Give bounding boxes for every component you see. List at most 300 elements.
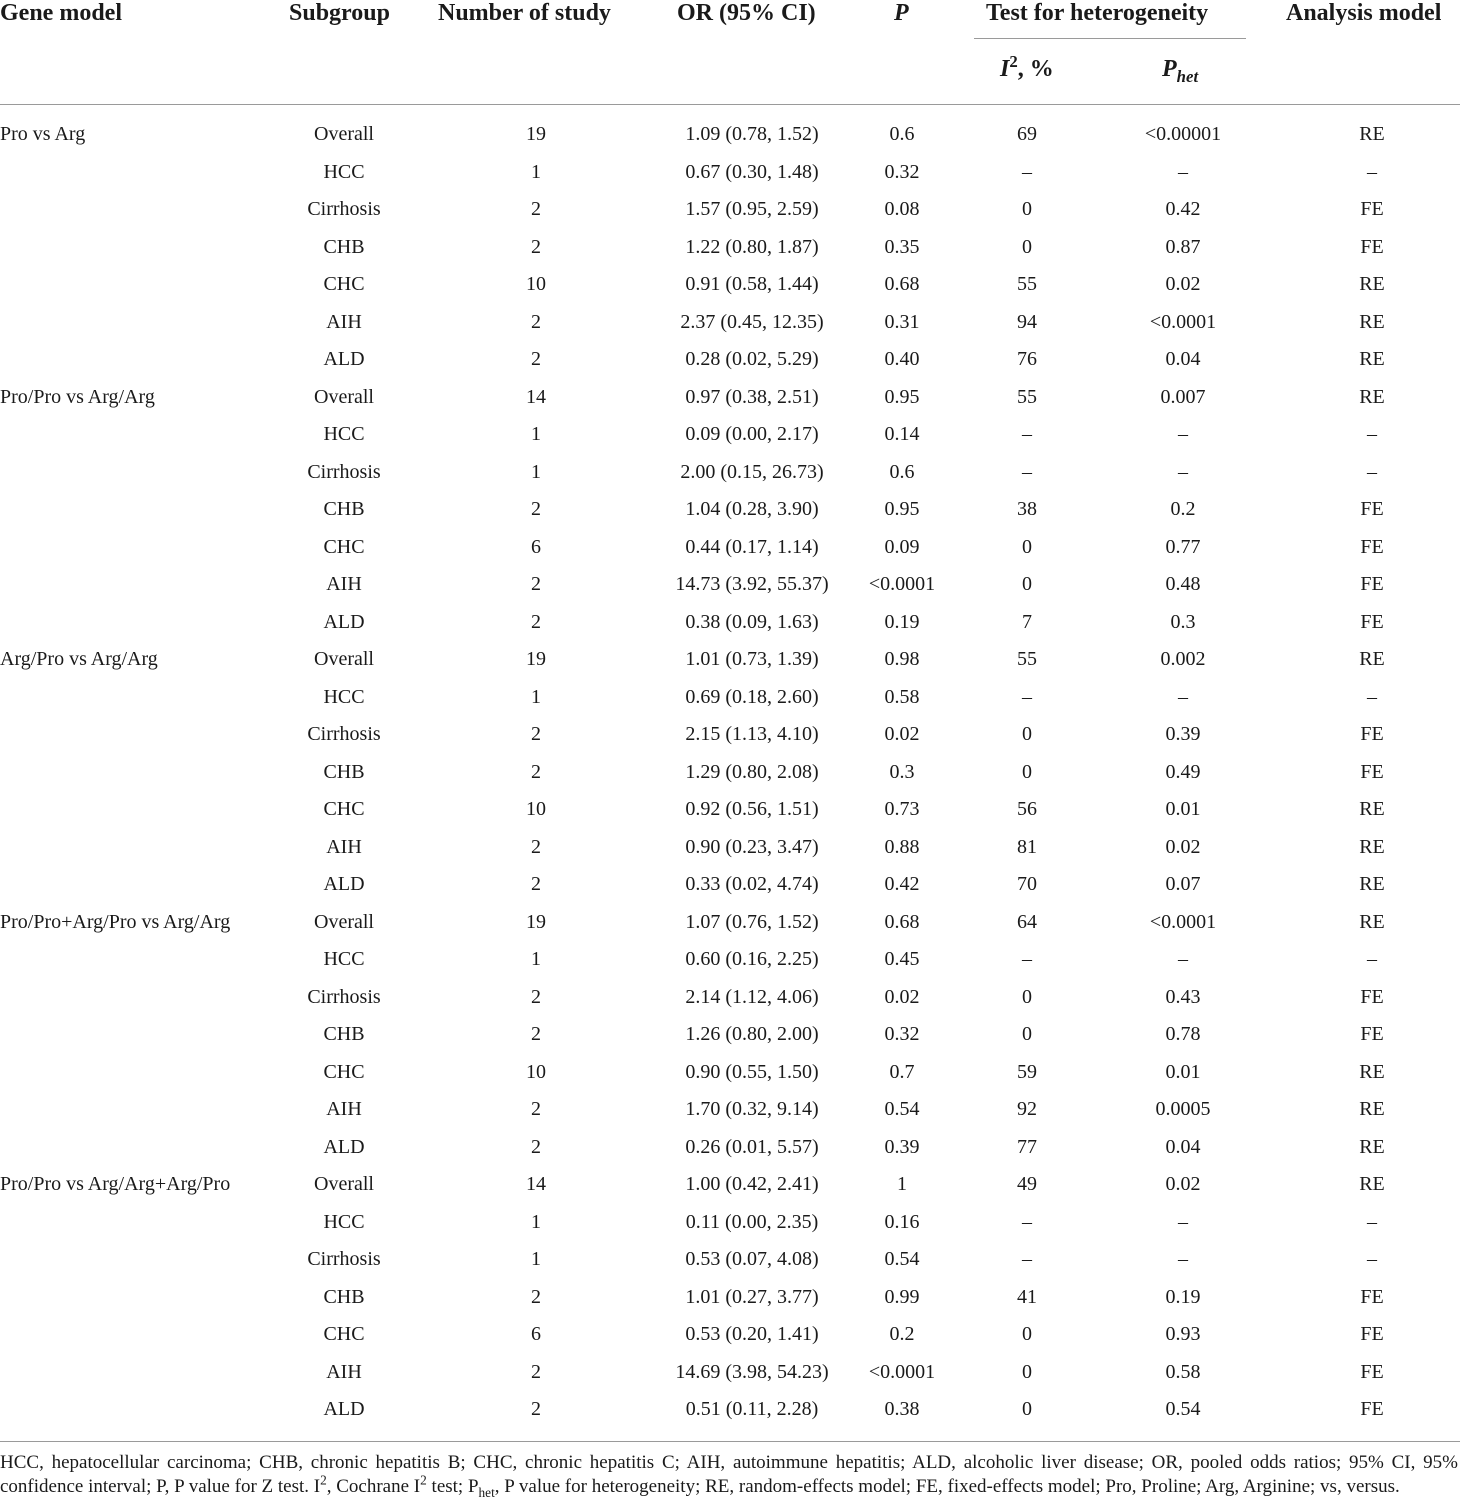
phet-cell: – <box>1178 460 1188 483</box>
subgroup-cell: CHC <box>323 535 365 558</box>
i2-cell: 92 <box>1017 1098 1037 1120</box>
i2-cell: – <box>1022 460 1032 483</box>
table-row <box>0 606 1460 644</box>
table-row <box>0 681 1460 719</box>
or-ci-cell: 0.53 (0.20, 1.41) <box>685 1323 819 1345</box>
analysis-model-cell: RE <box>1359 1060 1385 1083</box>
subgroup-cell: Cirrhosis <box>307 985 381 1008</box>
p-value-cell: 0.08 <box>884 198 920 220</box>
subgroup-cell: Cirrhosis <box>307 723 381 745</box>
analysis-model-cell: FE <box>1360 1360 1384 1383</box>
or-ci-cell: 2.37 (0.45, 12.35) <box>680 310 824 333</box>
p-value-cell: <0.0001 <box>868 1360 936 1383</box>
number-of-study-cell: 14 <box>526 1173 546 1195</box>
p-value-cell: 0.99 <box>884 1285 920 1308</box>
phet-cell: 0.19 <box>1165 1285 1201 1308</box>
subgroup-cell: AIH <box>326 835 362 858</box>
phet-cell: <0.0001 <box>1149 310 1217 333</box>
number-of-study-cell: 10 <box>526 273 546 295</box>
subgroup-cell: CHB <box>323 1023 365 1045</box>
footnote-part2: , Cochrane I <box>326 1476 421 1497</box>
subgroup-cell: HCC <box>323 423 365 445</box>
subgroup-cell: Overall <box>314 910 374 933</box>
number-of-study-cell: 2 <box>531 198 541 220</box>
i2-cell: 38 <box>1017 498 1037 520</box>
analysis-model-cell: RE <box>1359 873 1385 895</box>
table-row <box>0 268 1460 306</box>
p-value-cell: 0.7 <box>889 1060 915 1083</box>
number-of-study-cell: 6 <box>531 535 541 558</box>
p-value-cell: 0.68 <box>884 273 920 295</box>
subgroup-cell: Overall <box>314 1173 374 1195</box>
number-of-study-cell: 1 <box>531 160 541 183</box>
phet-cell: 0.007 <box>1160 385 1206 408</box>
analysis-model-cell: FE <box>1360 760 1384 783</box>
gene-model-cell: Pro/Pro+Arg/Pro vs Arg/Arg <box>0 910 231 933</box>
or-ci-cell: 1.70 (0.32, 9.14) <box>685 1098 819 1120</box>
or-ci-cell: 1.07 (0.76, 1.52) <box>685 910 819 933</box>
p-value-cell: 0.38 <box>884 1398 920 1420</box>
number-of-study-cell: 19 <box>526 123 546 145</box>
i2-cell: 76 <box>1017 348 1037 370</box>
i2-cell: 55 <box>1017 273 1037 295</box>
analysis-model-cell: – <box>1367 1248 1377 1270</box>
phet-cell: – <box>1178 160 1188 183</box>
subgroup-cell: CHB <box>323 498 365 520</box>
i2-cell: 70 <box>1017 873 1037 895</box>
i2-cell: – <box>1022 1210 1032 1233</box>
table-row <box>0 418 1460 456</box>
phet-cell: <0.0001 <box>1149 910 1217 933</box>
phet-cell: – <box>1178 685 1188 708</box>
footnote-sub1: het <box>478 1484 495 1500</box>
number-of-study-cell: 1 <box>531 460 541 483</box>
number-of-study-cell: 1 <box>531 1210 541 1233</box>
subgroup-cell: CHC <box>323 273 365 295</box>
header-p-text: P <box>894 0 909 26</box>
i2-cell: 56 <box>1017 798 1037 820</box>
analysis-model-cell: – <box>1367 1210 1377 1233</box>
table-row <box>0 1281 1460 1319</box>
number-of-study-cell: 10 <box>526 1060 546 1083</box>
table-row <box>0 943 1460 981</box>
number-of-study-cell: 1 <box>531 948 541 970</box>
table-row <box>0 493 1460 531</box>
i2-cell: 64 <box>1017 910 1037 933</box>
p-value-cell: 0.2 <box>889 1323 915 1345</box>
table-row <box>0 231 1460 269</box>
table-row <box>0 643 1460 681</box>
header-i2-suffix: , % <box>1017 56 1054 82</box>
p-value-cell: 0.95 <box>884 385 920 408</box>
footnote-sup2: 2 <box>420 1472 427 1488</box>
p-value-cell: 0.32 <box>884 1023 920 1045</box>
or-ci-cell: 1.09 (0.78, 1.52) <box>685 123 819 145</box>
or-ci-cell: 0.33 (0.02, 4.74) <box>685 873 819 895</box>
table-row <box>0 568 1460 606</box>
table-row <box>0 343 1460 381</box>
or-ci-cell: 1.26 (0.80, 2.00) <box>685 1023 819 1045</box>
or-ci-cell: 1.00 (0.42, 2.41) <box>685 1173 819 1195</box>
number-of-study-cell: 1 <box>531 685 541 708</box>
p-value-cell: 0.39 <box>884 1135 920 1158</box>
phet-cell: 0.54 <box>1165 1398 1201 1420</box>
subgroup-cell: CHC <box>323 1060 365 1083</box>
p-value-cell: 0.16 <box>884 1210 920 1233</box>
header-subgroup: Subgroup <box>289 0 390 26</box>
number-of-study-cell: 1 <box>531 423 541 445</box>
or-ci-cell: 0.90 (0.55, 1.50) <box>685 1060 819 1083</box>
analysis-model-cell: FE <box>1360 1398 1384 1420</box>
or-ci-cell: 1.01 (0.73, 1.39) <box>685 648 819 670</box>
subgroup-cell: Overall <box>314 123 374 145</box>
i2-cell: 0 <box>1022 985 1032 1008</box>
analysis-model-cell: FE <box>1360 535 1384 558</box>
phet-cell: 0.3 <box>1170 610 1196 633</box>
i2-cell: 0 <box>1022 1360 1032 1383</box>
number-of-study-cell: 2 <box>531 498 541 520</box>
i2-cell: 0 <box>1022 235 1032 258</box>
table-row <box>0 118 1460 156</box>
number-of-study-cell: 10 <box>526 798 546 820</box>
p-value-cell: 0.68 <box>884 910 920 933</box>
number-of-study-cell: 2 <box>531 310 541 333</box>
or-ci-cell: 14.69 (3.98, 54.23) <box>675 1360 829 1383</box>
header-i2-base: I <box>1000 56 1010 82</box>
number-of-study-cell: 2 <box>531 235 541 258</box>
analysis-model-cell: RE <box>1359 1173 1385 1195</box>
i2-cell: 59 <box>1017 1060 1037 1083</box>
subgroup-cell: AIH <box>326 310 362 333</box>
p-value-cell: 0.42 <box>884 873 920 895</box>
gene-model-cell: Pro vs Arg <box>0 123 86 145</box>
table-row <box>0 1318 1460 1356</box>
p-value-cell: 0.6 <box>889 460 915 483</box>
or-ci-cell: 0.90 (0.23, 3.47) <box>685 835 819 858</box>
subgroup-cell: ALD <box>323 1135 365 1158</box>
header-phet-base: P <box>1162 56 1177 82</box>
subgroup-cell: CHB <box>323 1285 365 1308</box>
phet-cell: – <box>1178 423 1188 445</box>
analysis-model-cell: FE <box>1360 610 1384 633</box>
p-value-cell: 0.32 <box>884 160 920 183</box>
header-phet <box>1162 56 1199 86</box>
or-ci-cell: 2.14 (1.12, 4.06) <box>685 985 819 1008</box>
subgroup-cell: HCC <box>323 160 365 183</box>
number-of-study-cell: 2 <box>531 873 541 895</box>
analysis-model-cell: RE <box>1359 1098 1385 1120</box>
analysis-model-cell: – <box>1367 460 1377 483</box>
p-value-cell: 0.09 <box>884 535 920 558</box>
or-ci-cell: 0.51 (0.11, 2.28) <box>685 1398 819 1420</box>
phet-cell: 0.42 <box>1165 198 1201 220</box>
gene-model-cell: Arg/Pro vs Arg/Arg <box>0 648 158 670</box>
p-value-cell: 0.02 <box>884 985 920 1008</box>
footnote-part1: HCC, hepatocellular carcinoma; CHB, chronic hepatitis B; CHC, chronic hepatitis C; AIH, autoimmune hepatitis; ALD, alcoholic liver disease; OR, pooled odds ratios; 95% CI, 95% confidence interval; P, P value for Z test. I <box>0 1452 1458 1497</box>
or-ci-cell: 0.91 (0.58, 1.44) <box>685 273 819 295</box>
header-number-of-study: Number of study <box>438 0 611 26</box>
phet-cell: 0.43 <box>1165 985 1201 1008</box>
i2-cell: 0 <box>1022 535 1032 558</box>
table-row <box>0 1093 1460 1131</box>
i2-cell: 81 <box>1017 835 1037 858</box>
table-bottom-rule <box>0 1441 1460 1442</box>
table-row <box>0 193 1460 231</box>
or-ci-cell: 0.53 (0.07, 4.08) <box>685 1248 819 1270</box>
or-ci-cell: 0.97 (0.38, 2.51) <box>685 385 819 408</box>
header-i2 <box>1000 52 1054 82</box>
analysis-model-cell: RE <box>1359 123 1385 145</box>
analysis-model-cell: RE <box>1359 310 1385 333</box>
header-analysis-model: Analysis model <box>1286 0 1442 26</box>
or-ci-cell: 0.28 (0.02, 5.29) <box>685 348 819 370</box>
subgroup-cell: Overall <box>314 648 374 670</box>
i2-cell: – <box>1022 160 1032 183</box>
table-row <box>0 1131 1460 1169</box>
phet-cell: 0.04 <box>1165 1135 1201 1158</box>
number-of-study-cell: 2 <box>531 1023 541 1045</box>
table-row <box>0 1018 1460 1056</box>
header-gene-model: Gene model <box>0 0 122 26</box>
i2-cell: 7 <box>1022 610 1032 633</box>
subgroup-cell: Cirrhosis <box>307 460 381 483</box>
phet-cell: 0.002 <box>1160 648 1206 670</box>
table-row <box>0 981 1460 1019</box>
p-value-cell: 0.54 <box>884 1098 920 1120</box>
table-row <box>0 1056 1460 1094</box>
table-row <box>0 1168 1460 1206</box>
header-or-ci: OR (95% CI) <box>677 0 816 26</box>
i2-cell: – <box>1022 948 1032 970</box>
or-ci-cell: 1.57 (0.95, 2.59) <box>685 198 819 220</box>
analysis-model-cell: – <box>1367 160 1377 183</box>
analysis-model-cell: – <box>1367 685 1377 708</box>
phet-cell: – <box>1178 1210 1188 1233</box>
or-ci-cell: 0.69 (0.18, 2.60) <box>685 685 819 708</box>
table-row <box>0 1243 1460 1281</box>
subgroup-cell: AIH <box>326 1098 362 1120</box>
analysis-model-cell: FE <box>1360 498 1384 520</box>
analysis-model-cell: RE <box>1359 348 1385 370</box>
p-value-cell: 0.45 <box>884 948 920 970</box>
phet-cell: – <box>1178 948 1188 970</box>
phet-cell: 0.39 <box>1165 723 1201 745</box>
table-footnote <box>0 1451 1458 1499</box>
or-ci-cell: 1.01 (0.27, 3.77) <box>685 1285 819 1308</box>
p-value-cell: 0.3 <box>889 760 915 783</box>
phet-cell: 0.02 <box>1165 273 1201 295</box>
i2-cell: 69 <box>1017 123 1037 145</box>
header-bottom-rule <box>0 104 1460 105</box>
p-value-cell: 0.6 <box>889 123 915 145</box>
i2-cell: 55 <box>1017 385 1037 408</box>
table-row <box>0 456 1460 494</box>
i2-cell: 0 <box>1022 723 1032 745</box>
phet-cell: 0.77 <box>1165 535 1201 558</box>
number-of-study-cell: 2 <box>531 1285 541 1308</box>
phet-cell: 0.02 <box>1165 1173 1201 1195</box>
analysis-model-cell: – <box>1367 948 1377 970</box>
p-value-cell: 0.54 <box>884 1248 920 1270</box>
footnote-part4: , P value for heterogeneity; RE, random-effects model; FE, fixed-effects model; Pro, Proline; Arg, Arginine; vs, versus. <box>494 1476 1400 1497</box>
footnote-part3: test; P <box>426 1476 479 1497</box>
i2-cell: 77 <box>1017 1135 1037 1158</box>
table-row <box>0 531 1460 569</box>
gene-model-cell: Pro/Pro vs Arg/Arg+Arg/Pro <box>0 1173 231 1195</box>
table-row <box>0 906 1460 944</box>
number-of-study-cell: 2 <box>531 760 541 783</box>
table-row <box>0 718 1460 756</box>
analysis-model-cell: RE <box>1359 798 1385 820</box>
p-value-cell: 0.40 <box>884 348 920 370</box>
number-of-study-cell: 2 <box>531 723 541 745</box>
phet-cell: 0.58 <box>1165 1360 1201 1383</box>
number-of-study-cell: 1 <box>531 1248 541 1270</box>
or-ci-cell: 1.04 (0.28, 3.90) <box>685 498 819 520</box>
number-of-study-cell: 14 <box>526 385 546 408</box>
i2-cell: 41 <box>1017 1285 1037 1308</box>
table-row <box>0 756 1460 794</box>
i2-cell: – <box>1022 685 1032 708</box>
p-value-cell: 0.73 <box>884 798 920 820</box>
table-row <box>0 1356 1460 1394</box>
i2-cell: 94 <box>1017 310 1037 333</box>
subgroup-cell: ALD <box>323 348 365 370</box>
subgroup-cell: Cirrhosis <box>307 1248 381 1270</box>
i2-cell: 0 <box>1022 573 1032 595</box>
p-value-cell: 0.58 <box>884 685 920 708</box>
phet-cell: 0.49 <box>1165 760 1201 783</box>
table-row <box>0 1206 1460 1244</box>
subgroup-cell: HCC <box>323 1210 365 1233</box>
heterogeneity-underline <box>974 38 1246 39</box>
i2-cell: 0 <box>1022 1323 1032 1345</box>
analysis-model-cell: FE <box>1360 723 1384 745</box>
subgroup-cell: ALD <box>323 610 365 633</box>
table-row <box>0 868 1460 906</box>
or-ci-cell: 0.67 (0.30, 1.48) <box>685 160 819 183</box>
subgroup-cell: AIH <box>326 1360 362 1383</box>
analysis-model-cell: FE <box>1360 235 1384 258</box>
i2-cell: – <box>1022 423 1032 445</box>
analysis-model-cell: FE <box>1360 1323 1384 1345</box>
number-of-study-cell: 19 <box>526 910 546 933</box>
phet-cell: 0.02 <box>1165 835 1201 858</box>
analysis-model-cell: – <box>1367 423 1377 445</box>
phet-cell: 0.0005 <box>1155 1098 1211 1120</box>
phet-cell: 0.93 <box>1165 1323 1201 1345</box>
or-ci-cell: 14.73 (3.92, 55.37) <box>675 573 829 595</box>
analysis-model-cell: RE <box>1359 385 1385 408</box>
p-value-cell: 0.88 <box>884 835 920 858</box>
table-row <box>0 306 1460 344</box>
table-row <box>0 831 1460 869</box>
i2-cell: 0 <box>1022 1398 1032 1420</box>
number-of-study-cell: 2 <box>531 348 541 370</box>
p-value-cell: <0.0001 <box>868 573 936 595</box>
number-of-study-cell: 2 <box>531 835 541 858</box>
number-of-study-cell: 2 <box>531 610 541 633</box>
i2-cell: 0 <box>1022 198 1032 220</box>
or-ci-cell: 0.44 (0.17, 1.14) <box>685 535 819 558</box>
or-ci-cell: 1.29 (0.80, 2.08) <box>685 760 819 783</box>
analysis-model-cell: RE <box>1359 910 1385 933</box>
phet-cell: 0.78 <box>1165 1023 1201 1045</box>
i2-cell: 0 <box>1022 1023 1032 1045</box>
subgroup-cell: HCC <box>323 948 365 970</box>
subgroup-cell: ALD <box>323 1398 365 1420</box>
table-row <box>0 156 1460 194</box>
p-value-cell: 0.14 <box>884 423 920 445</box>
p-value-cell: 1 <box>897 1173 907 1195</box>
phet-cell: 0.48 <box>1165 573 1201 595</box>
subgroup-cell: AIH <box>326 573 362 595</box>
number-of-study-cell: 2 <box>531 1360 541 1383</box>
header-heterogeneity: Test for heterogeneity <box>986 0 1209 26</box>
number-of-study-cell: 2 <box>531 1098 541 1120</box>
p-value-cell: 0.19 <box>884 610 920 633</box>
phet-cell: <0.00001 <box>1144 123 1222 145</box>
table-row <box>0 793 1460 831</box>
or-ci-cell: 0.26 (0.01, 5.57) <box>685 1135 819 1158</box>
p-value-cell: 0.95 <box>884 498 920 520</box>
phet-cell: 0.01 <box>1165 798 1201 820</box>
subgroup-cell: HCC <box>323 685 365 708</box>
number-of-study-cell: 6 <box>531 1323 541 1345</box>
header-i2-sup: 2 <box>1009 52 1018 71</box>
table-row <box>0 381 1460 419</box>
subgroup-cell: Overall <box>314 385 374 408</box>
analysis-model-cell: FE <box>1360 1285 1384 1308</box>
analysis-model-cell: RE <box>1359 1135 1385 1158</box>
analysis-model-cell: FE <box>1360 1023 1384 1045</box>
i2-cell: – <box>1022 1248 1032 1270</box>
i2-cell: 49 <box>1017 1173 1037 1195</box>
p-value-cell: 0.02 <box>884 723 920 745</box>
or-ci-cell: 2.15 (1.13, 4.10) <box>685 723 819 745</box>
phet-cell: 0.01 <box>1165 1060 1201 1083</box>
or-ci-cell: 0.09 (0.00, 2.17) <box>685 423 819 445</box>
or-ci-cell: 2.00 (0.15, 26.73) <box>680 460 824 483</box>
phet-cell: 0.04 <box>1165 348 1201 370</box>
number-of-study-cell: 2 <box>531 1398 541 1420</box>
analysis-model-cell: RE <box>1359 273 1385 295</box>
subgroup-cell: CHC <box>323 1323 365 1345</box>
subgroup-cell: CHB <box>323 760 365 783</box>
phet-cell: 0.07 <box>1165 873 1201 895</box>
p-value-cell: 0.35 <box>884 235 920 258</box>
p-value-cell: 0.98 <box>884 648 920 670</box>
phet-cell: 0.2 <box>1170 498 1196 520</box>
or-ci-cell: 0.11 (0.00, 2.35) <box>685 1210 819 1233</box>
number-of-study-cell: 19 <box>526 648 546 670</box>
number-of-study-cell: 2 <box>531 1135 541 1158</box>
number-of-study-cell: 2 <box>531 573 541 595</box>
subgroup-cell: CHC <box>323 798 365 820</box>
i2-cell: 0 <box>1022 760 1032 783</box>
header-p <box>894 0 909 26</box>
or-ci-cell: 0.92 (0.56, 1.51) <box>685 798 819 820</box>
analysis-model-cell: RE <box>1359 648 1385 670</box>
or-ci-cell: 0.38 (0.09, 1.63) <box>685 610 819 633</box>
or-ci-cell: 0.60 (0.16, 2.25) <box>685 948 819 970</box>
subgroup-cell: CHB <box>323 235 365 258</box>
header-phet-sub: het <box>1176 66 1199 86</box>
or-ci-cell: 1.22 (0.80, 1.87) <box>685 235 819 258</box>
analysis-model-cell: FE <box>1360 985 1384 1008</box>
subgroup-cell: Cirrhosis <box>307 198 381 220</box>
p-value-cell: 0.31 <box>884 310 920 333</box>
